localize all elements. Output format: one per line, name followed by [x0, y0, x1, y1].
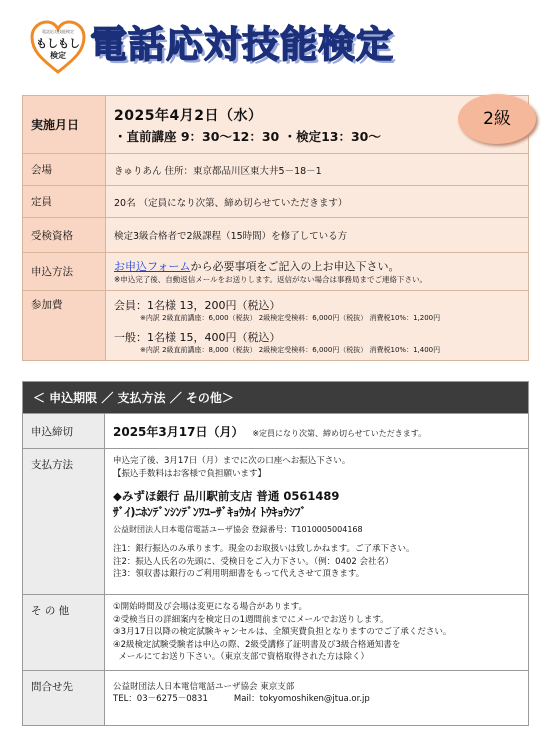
logo-main-text: もしもし — [36, 37, 80, 50]
other-row — [23, 595, 529, 671]
date-row — [23, 96, 529, 154]
other-cell — [105, 595, 529, 671]
event-times: ・直前講座 9：30〜12：30 ・検定13：30〜 — [114, 128, 381, 144]
payment-note-2: 注2：振込人氏名の先頭に、受検日をご入力下さい。（例：0402 会社名） — [113, 556, 394, 567]
apply-text: から必要事項をご記入の上お申込下さい。 — [190, 260, 400, 273]
payment-label: 支払方法 — [23, 449, 105, 595]
payment-cell — [105, 449, 529, 595]
capacity-value: 20名 （定員になり次第、締め切らせていただきます） — [106, 186, 529, 218]
date-label: 実施月日 — [23, 96, 106, 154]
venue-value: きゅりあん 住所：東京都品川区東大井5－18－1 — [106, 154, 529, 186]
event-overview-table — [22, 95, 529, 361]
qualification-label: 受検資格 — [23, 218, 106, 253]
bank-line2: ｻﾞｲ)ﾆﾎﾝﾃﾞﾝｼﾝﾃﾞﾝﾜﾕｰｻﾞｷｮｳｶｲ ﾄｳｷｮｳｼﾌﾞ — [113, 505, 307, 519]
apply-row — [23, 253, 529, 291]
capacity-label: 定員 — [23, 186, 106, 218]
details-heading: ＜ 申込期限 ／ 支払方法 ／ その他＞ — [23, 382, 529, 414]
fee-member-note: ※内訳 2級直前講座：6,000（税抜） 2級検定受検料：6,000円（税抜） 消費税10%：1,200円 — [140, 313, 441, 322]
event-date: 2025年4月2日（水） — [114, 107, 263, 124]
deadline-label: 申込締切 — [23, 414, 105, 449]
fee-row — [23, 291, 529, 361]
apply-note: ※申込完了後、自動返信メールをお送りします。返信がない場合は事務局までご連絡下さい。 — [114, 275, 428, 284]
moshimoshi-logo — [30, 20, 86, 74]
venue-row — [23, 154, 529, 186]
payment-line1: 申込完了後、3月17日（月）までに次の口座へお振込下さい。 — [113, 456, 351, 466]
other-item-1: ①開始時間及び会場は変更になる場合があります。 — [113, 602, 307, 612]
payment-row — [23, 449, 529, 595]
fee-cell — [106, 291, 529, 361]
apply-form-link[interactable]: お申込フォーム — [114, 260, 191, 273]
fee-general-note: ※内訳 2級直前講座：8,000（税抜） 2級検定受検料：6,000円（税抜） 消費税10%：1,400円 — [140, 345, 441, 354]
qualification-value: 検定3級合格者で2級課程（15時間）を修了している方 — [106, 218, 529, 253]
logo-sub-text: 検定 — [50, 51, 66, 60]
page-title: 電話応対技能検定 — [90, 23, 394, 66]
qualification-row — [23, 218, 529, 253]
contact-line — [113, 693, 520, 706]
capacity-row — [23, 186, 529, 218]
details-table — [22, 381, 529, 726]
bank-line1: ◆みずほ銀行 品川駅前支店 普通 0561489 — [113, 489, 340, 503]
contact-cell — [105, 670, 529, 725]
venue-label: 会場 — [23, 154, 106, 186]
other-item-4: ④2級検定試験受験者は申込の際、2級受講修了証明書及び3級合格通知書を — [113, 639, 401, 650]
contact-tel: TEL：03－6275－0831 — [113, 694, 208, 704]
contact-label: 問合せ先 — [23, 670, 105, 725]
grade-badge: 2級 — [458, 94, 536, 144]
apply-cell — [106, 253, 529, 291]
other-item-5: メールにてお送り下さい。（東京支部で資格取得された方は除く） — [113, 652, 369, 662]
payment-note-1: 注1：銀行振込のみ承ります。現金のお取扱いは致しかねます。ご了承下さい。 — [113, 544, 415, 554]
other-item-2: ②受検当日の詳細案内を検定日の1週間前までにメールでお送りします。 — [113, 614, 389, 625]
other-item-3: ③3月17日以降の検定試験キャンセルは、全額実費負担となりますのでご了承ください。 — [113, 627, 452, 637]
details-heading-row — [23, 382, 529, 414]
contact-mail[interactable]: Mail：tokyomoshiken@jtua.or.jp — [233, 694, 370, 704]
fee-general: 一般：1名様 15，400円（税込） — [114, 330, 281, 344]
logo-small-text: 電話応対技能検定 — [42, 29, 74, 34]
deadline-cell — [105, 414, 529, 449]
fee-label: 参加費 — [23, 291, 106, 361]
deadline-note: ※定員になり次第、締め切らせていただきます。 — [252, 428, 427, 438]
fee-member: 会員：1名様 13，200円（税込） — [114, 298, 281, 312]
contact-org: 公益財団法人日本電信電話ユーザ協会 東京支部 — [113, 681, 295, 692]
deadline-row — [23, 414, 529, 449]
payment-line2: 【振込手数料はお客様で負担願います】 — [113, 468, 267, 479]
apply-label: 申込方法 — [23, 253, 106, 291]
contact-row — [23, 670, 529, 725]
registration-number: 公益財団法人日本電信電話ユーザ協会 登録番号：T1010005004168 — [113, 525, 363, 534]
payment-note-3: 注3：領収書は銀行のご利用明細書をもって代えさせて頂きます。 — [113, 569, 365, 579]
other-label: そ の 他 — [23, 595, 105, 671]
deadline-date: 2025年3月17日（月） — [113, 424, 244, 439]
